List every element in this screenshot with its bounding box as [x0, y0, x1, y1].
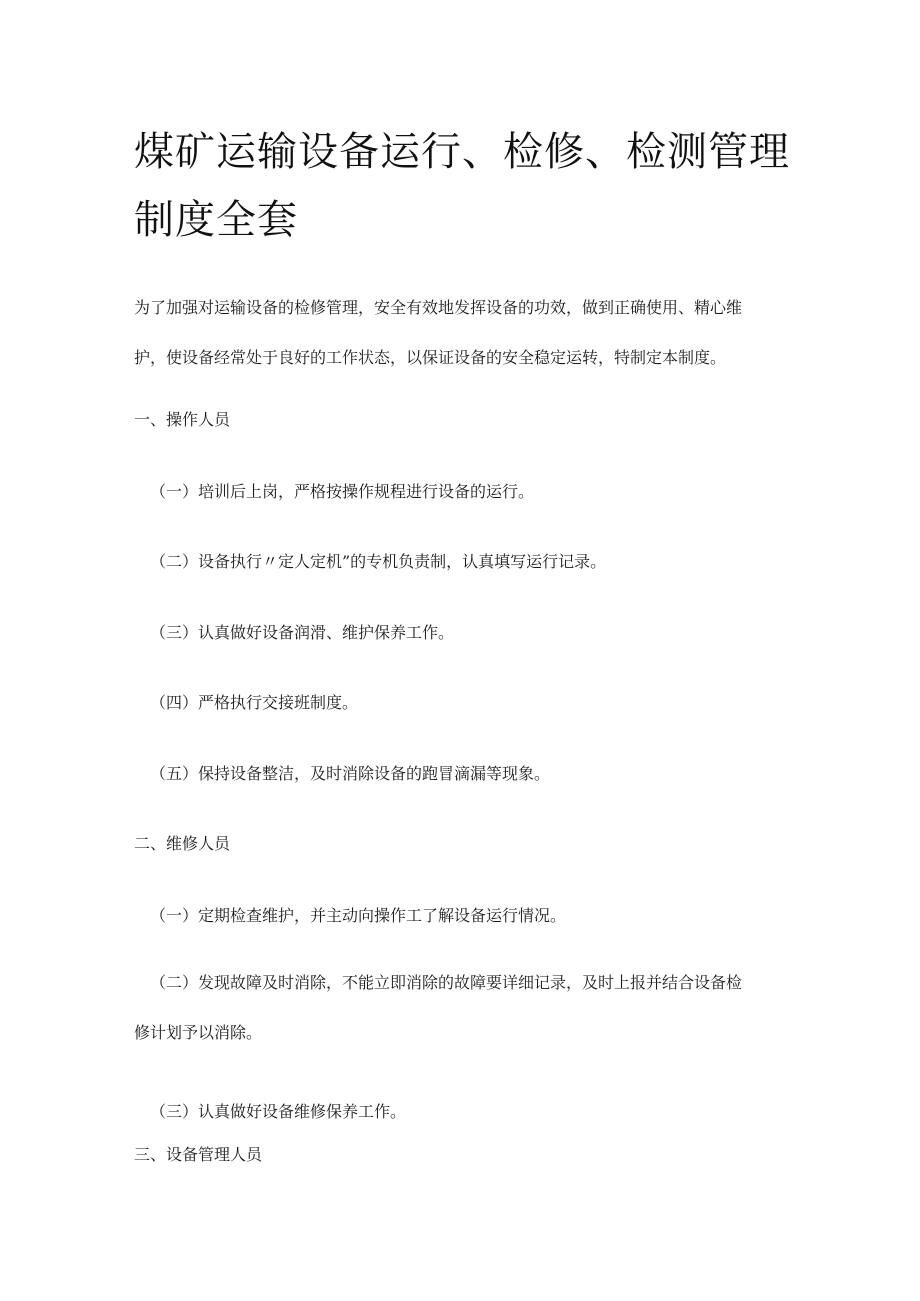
list-item-line: （二）发现故障及时消除，不能立即消除的故障要详细记录，及时上报并结合设备检: [150, 973, 743, 992]
list-item-line: 修计划予以消除。: [134, 1023, 263, 1042]
intro-line: 护，使设备经常处于良好的工作状态，以保证设备的安全稳定运转，特制定本制度。: [134, 348, 727, 367]
document-title: 煤矿运输设备运行、检修、检测管理制度全套: [134, 129, 790, 243]
list-item: （三）认真做好设备润滑、维护保养工作。: [150, 623, 455, 642]
list-item: （二）设备执行〃定人定机”的专机负责制，认真填写运行记录。: [150, 552, 607, 571]
intro-line: 为了加强对运输设备的检修管理，安全有效地发挥设备的功效，做到正确使用、精心维: [134, 298, 743, 317]
list-item: （五）保持设备整洁，及时消除设备的跑冒滴漏等现象。: [150, 764, 551, 783]
section-heading: 三、设备管理人员: [134, 1145, 263, 1164]
section-heading: 一、操作人员: [134, 410, 231, 429]
list-item: （一）培训后上岗，严格按操作规程进行设备的运行。: [150, 482, 535, 501]
section-heading: 二、维修人员: [134, 834, 231, 853]
intro-paragraph: [134, 283, 794, 383]
list-item: [134, 958, 794, 1058]
list-item: （四）严格执行交接班制度。: [150, 693, 359, 712]
list-item: （三）认真做好设备维修保养工作。: [150, 1102, 407, 1121]
list-item: （一）定期检查维护，并主动向操作工了解设备运行情况。: [150, 906, 567, 925]
